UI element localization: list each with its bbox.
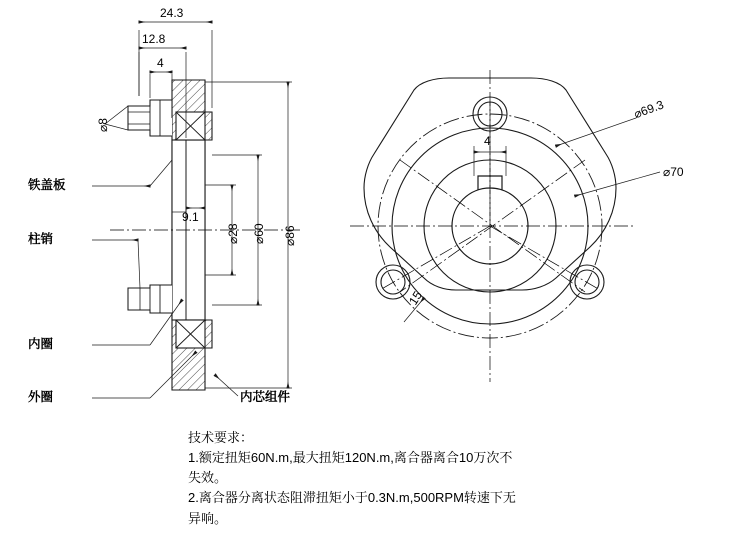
callout-column-pin: 柱销 (28, 232, 54, 246)
callout-outer-ring: 外圈 (28, 390, 54, 404)
dim-12-8: 12.8 (142, 32, 166, 46)
dim-24-3: 24.3 (160, 6, 184, 20)
dim-phi-69-3: ⌀69.3 (632, 97, 666, 122)
dim-phi-70: ⌀70 (663, 165, 684, 179)
technical-requirements-block (188, 428, 588, 529)
front-view-centerlines (350, 70, 634, 382)
dim-4-right: 4 (484, 134, 491, 148)
dim-4-left: 4 (157, 56, 164, 70)
dim-15: 15 (406, 288, 425, 308)
notes-line-3: 2.离合器分离状态阻滞扭矩小于0.3N.m,500RPM转速下无 (188, 490, 516, 506)
notes-line-4: 异响。 (188, 510, 228, 526)
callout-iron-cover-plate: 铁盖板 (28, 178, 66, 192)
callout-core-assembly: 内芯组件 (240, 390, 291, 404)
notes-line-2: 失效。 (188, 470, 228, 486)
dim-phi-28: ⌀28 (226, 223, 240, 244)
section-view-left (110, 80, 300, 390)
notes-line-1: 1.额定扭矩60N.m,最大扭矩120N.m,离合器离合10万次不 (188, 450, 513, 466)
dim-phi-86: ⌀86 (283, 225, 297, 246)
dim-phi-60: ⌀60 (252, 223, 266, 244)
front-view-right (350, 70, 660, 382)
dim-phi-8: ⌀8 (96, 118, 110, 132)
callout-inner-ring: 内圈 (28, 337, 54, 351)
callout-leaders (92, 160, 238, 398)
notes-heading: 技术要求： (188, 430, 254, 445)
dim-9-1: 9.1 (182, 210, 199, 224)
